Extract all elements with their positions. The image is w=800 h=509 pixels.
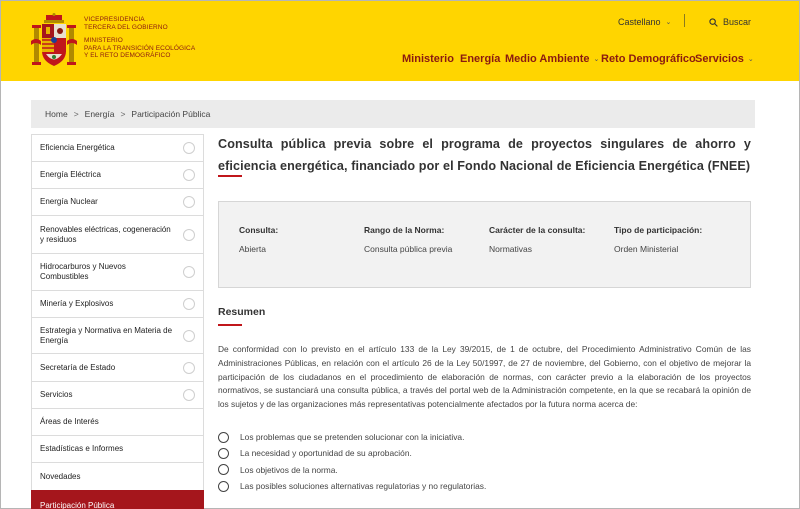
chevron-down-icon: ⌄ [747, 56, 754, 63]
sidebar-item-label: Secretaría de Estado [40, 362, 116, 372]
sidebar-item-label: Renovables eléctricas, cogeneración y residuos [40, 224, 171, 244]
info-tipo-participacion [614, 225, 702, 254]
nav-label: Medio Ambiente [505, 53, 590, 65]
list-item [218, 429, 751, 445]
info-value: Consulta pública previa [364, 244, 453, 254]
search-icon [709, 18, 718, 27]
circle-icon [183, 389, 195, 401]
list-item [218, 478, 751, 494]
nav-item-servicios[interactable] [695, 53, 754, 65]
title-underline [218, 175, 242, 177]
sidebar-item-participacion-publica[interactable] [31, 490, 204, 509]
list-item-text: Los problemas que se pretenden solucionar con la iniciativa. [240, 432, 465, 443]
chevron-down-icon: ⌄ [593, 56, 600, 63]
sidebar-item-label: Energía Nuclear [40, 197, 98, 206]
breadcrumb-separator: > [120, 109, 126, 119]
nav-label: Servicios [695, 53, 744, 65]
list-item-text: La necesidad y oportunidad de su aprobación. [240, 448, 412, 459]
info-consulta [239, 225, 278, 254]
ministry-line: PARA LA TRANSICIÓN ECOLÓGICA [84, 44, 196, 52]
sidebar-item-label: Minería y Explosivos [40, 299, 114, 308]
sidebar-nav [31, 134, 204, 509]
sidebar-item-label: Energía Eléctrica [40, 170, 101, 179]
nav-label: Reto Demográfico [601, 53, 696, 65]
ministry-line: Y EL RETO DEMOGRÁFICO [84, 52, 171, 59]
breadcrumb-home[interactable]: Home [45, 109, 68, 119]
chevron-down-icon: ⌄ [665, 19, 672, 26]
sidebar-item-label: Novedades [40, 471, 81, 481]
sidebar-item-secretaria-estado[interactable] [31, 353, 204, 381]
circle-icon [183, 298, 195, 310]
search-button[interactable] [709, 17, 751, 27]
circle-icon [183, 142, 195, 154]
info-label: Consulta: [239, 225, 279, 235]
sidebar-item-label: Participación Pública [40, 500, 115, 509]
info-value: Orden Ministerial [614, 244, 679, 254]
summary-list [218, 429, 751, 494]
nav-item-reto-demografico[interactable] [601, 53, 696, 65]
circle-icon [183, 330, 195, 342]
sidebar-item-areas-interes[interactable] [31, 408, 204, 435]
circle-icon [183, 229, 195, 241]
nav-label: Ministerio [402, 53, 454, 65]
nav-item-medio-ambiente[interactable] [505, 53, 599, 65]
list-item [218, 445, 751, 461]
breadcrumb-separator: > [73, 109, 79, 119]
info-label: Tipo de participación: [614, 225, 703, 235]
ministry-line: VICEPRESIDENCIA [84, 16, 145, 23]
breadcrumb-current: Participación Pública [131, 109, 211, 119]
list-item-text: Los objetivos de la norma. [240, 464, 338, 475]
summary-text: De conformidad con lo previsto en el artículo 133 de la Ley 39/2015, de 1 de octubre, del Procedimiento Administrativo Común de las Administraciones Públicas, en relación con el artículo 26 de la Ley 50/1997, de 27 de noviembre, del Gobierno, con el objetivo de mejorar la participación de los ciudadanos en el procedimiento de elaboración de normas, con carácter previo a la elaboración de los proyectos normativos, se sustanciará una consulta pública, a través del portal web de la Administración competente, en la que se recabará la opinión de los sujetos y de las organizaciones más representativas potencialmente afectados por la futura norma acerca de: [218, 344, 751, 410]
sidebar-item-servicios[interactable] [31, 381, 204, 408]
sidebar-item-estrategia-normativa[interactable] [31, 317, 204, 353]
circle-bullet-icon [218, 448, 229, 459]
nav-item-energia[interactable] [460, 53, 500, 65]
sidebar-item-label: Estadísticas e Informes [40, 444, 124, 453]
circle-bullet-icon [218, 432, 229, 443]
info-label: Rango de la Norma: [364, 225, 445, 235]
breadcrumb [31, 100, 755, 128]
header-divider [684, 14, 685, 27]
summary-heading: Resumen [218, 306, 266, 318]
nav-item-ministerio[interactable] [402, 53, 454, 65]
circle-icon [183, 266, 195, 278]
info-label: Carácter de la consulta: [489, 225, 586, 235]
sidebar-item-label: Eficiencia Energética [40, 143, 115, 152]
sidebar-item-energia-nuclear[interactable] [31, 188, 204, 215]
sidebar-item-label: Hidrocarburos y Nuevos Combustibles [40, 262, 126, 281]
sidebar-item-energia-electrica[interactable] [31, 161, 204, 188]
nav-label: Energía [460, 53, 501, 65]
language-selector[interactable] [618, 17, 671, 27]
summary-underline [218, 324, 242, 326]
coat-of-arms-logo[interactable] [31, 13, 77, 73]
ministry-name[interactable] [84, 16, 195, 60]
sidebar-item-label: Estrategia y Normativa en Materia de Energía [40, 325, 173, 345]
circle-bullet-icon [218, 481, 229, 492]
sidebar-item-hidrocarburos[interactable] [31, 253, 204, 290]
circle-icon [183, 196, 195, 208]
sidebar-item-label: Servicios [40, 390, 73, 399]
search-label: Buscar [723, 17, 752, 27]
list-item [218, 462, 751, 478]
sidebar-item-eficiencia-energetica[interactable] [31, 134, 204, 161]
sidebar-item-novedades[interactable] [31, 462, 204, 490]
site-header [1, 1, 799, 81]
circle-icon [183, 362, 195, 374]
breadcrumb-energia[interactable]: Energía [84, 109, 115, 119]
circle-bullet-icon [218, 464, 229, 475]
sidebar-item-estadisticas[interactable] [31, 435, 204, 462]
info-value: Normativas [489, 244, 532, 254]
sidebar-item-renovables[interactable] [31, 215, 204, 253]
consultation-info-box [218, 201, 751, 288]
info-rango-norma [364, 225, 452, 254]
list-item-text: Las posibles soluciones alternativas regulatorias y no regulatorias. [240, 481, 487, 492]
sidebar-item-label: Áreas de Interés [40, 417, 99, 426]
sidebar-item-mineria[interactable] [31, 290, 204, 317]
ministry-line: TERCERA DEL GOBIERNO [84, 23, 168, 31]
info-caracter [489, 225, 585, 254]
ministry-line: MINISTERIO [84, 37, 123, 44]
page-title: Consulta pública previa sobre el programa de proyectos singulares de ahorro y eficiencia energética, financiado por el Fondo Nacional de Eficiencia Energética (FNEE) [218, 137, 751, 173]
circle-icon [183, 169, 195, 181]
info-value: Abierta [239, 244, 266, 254]
language-label: Castellano [618, 17, 661, 27]
